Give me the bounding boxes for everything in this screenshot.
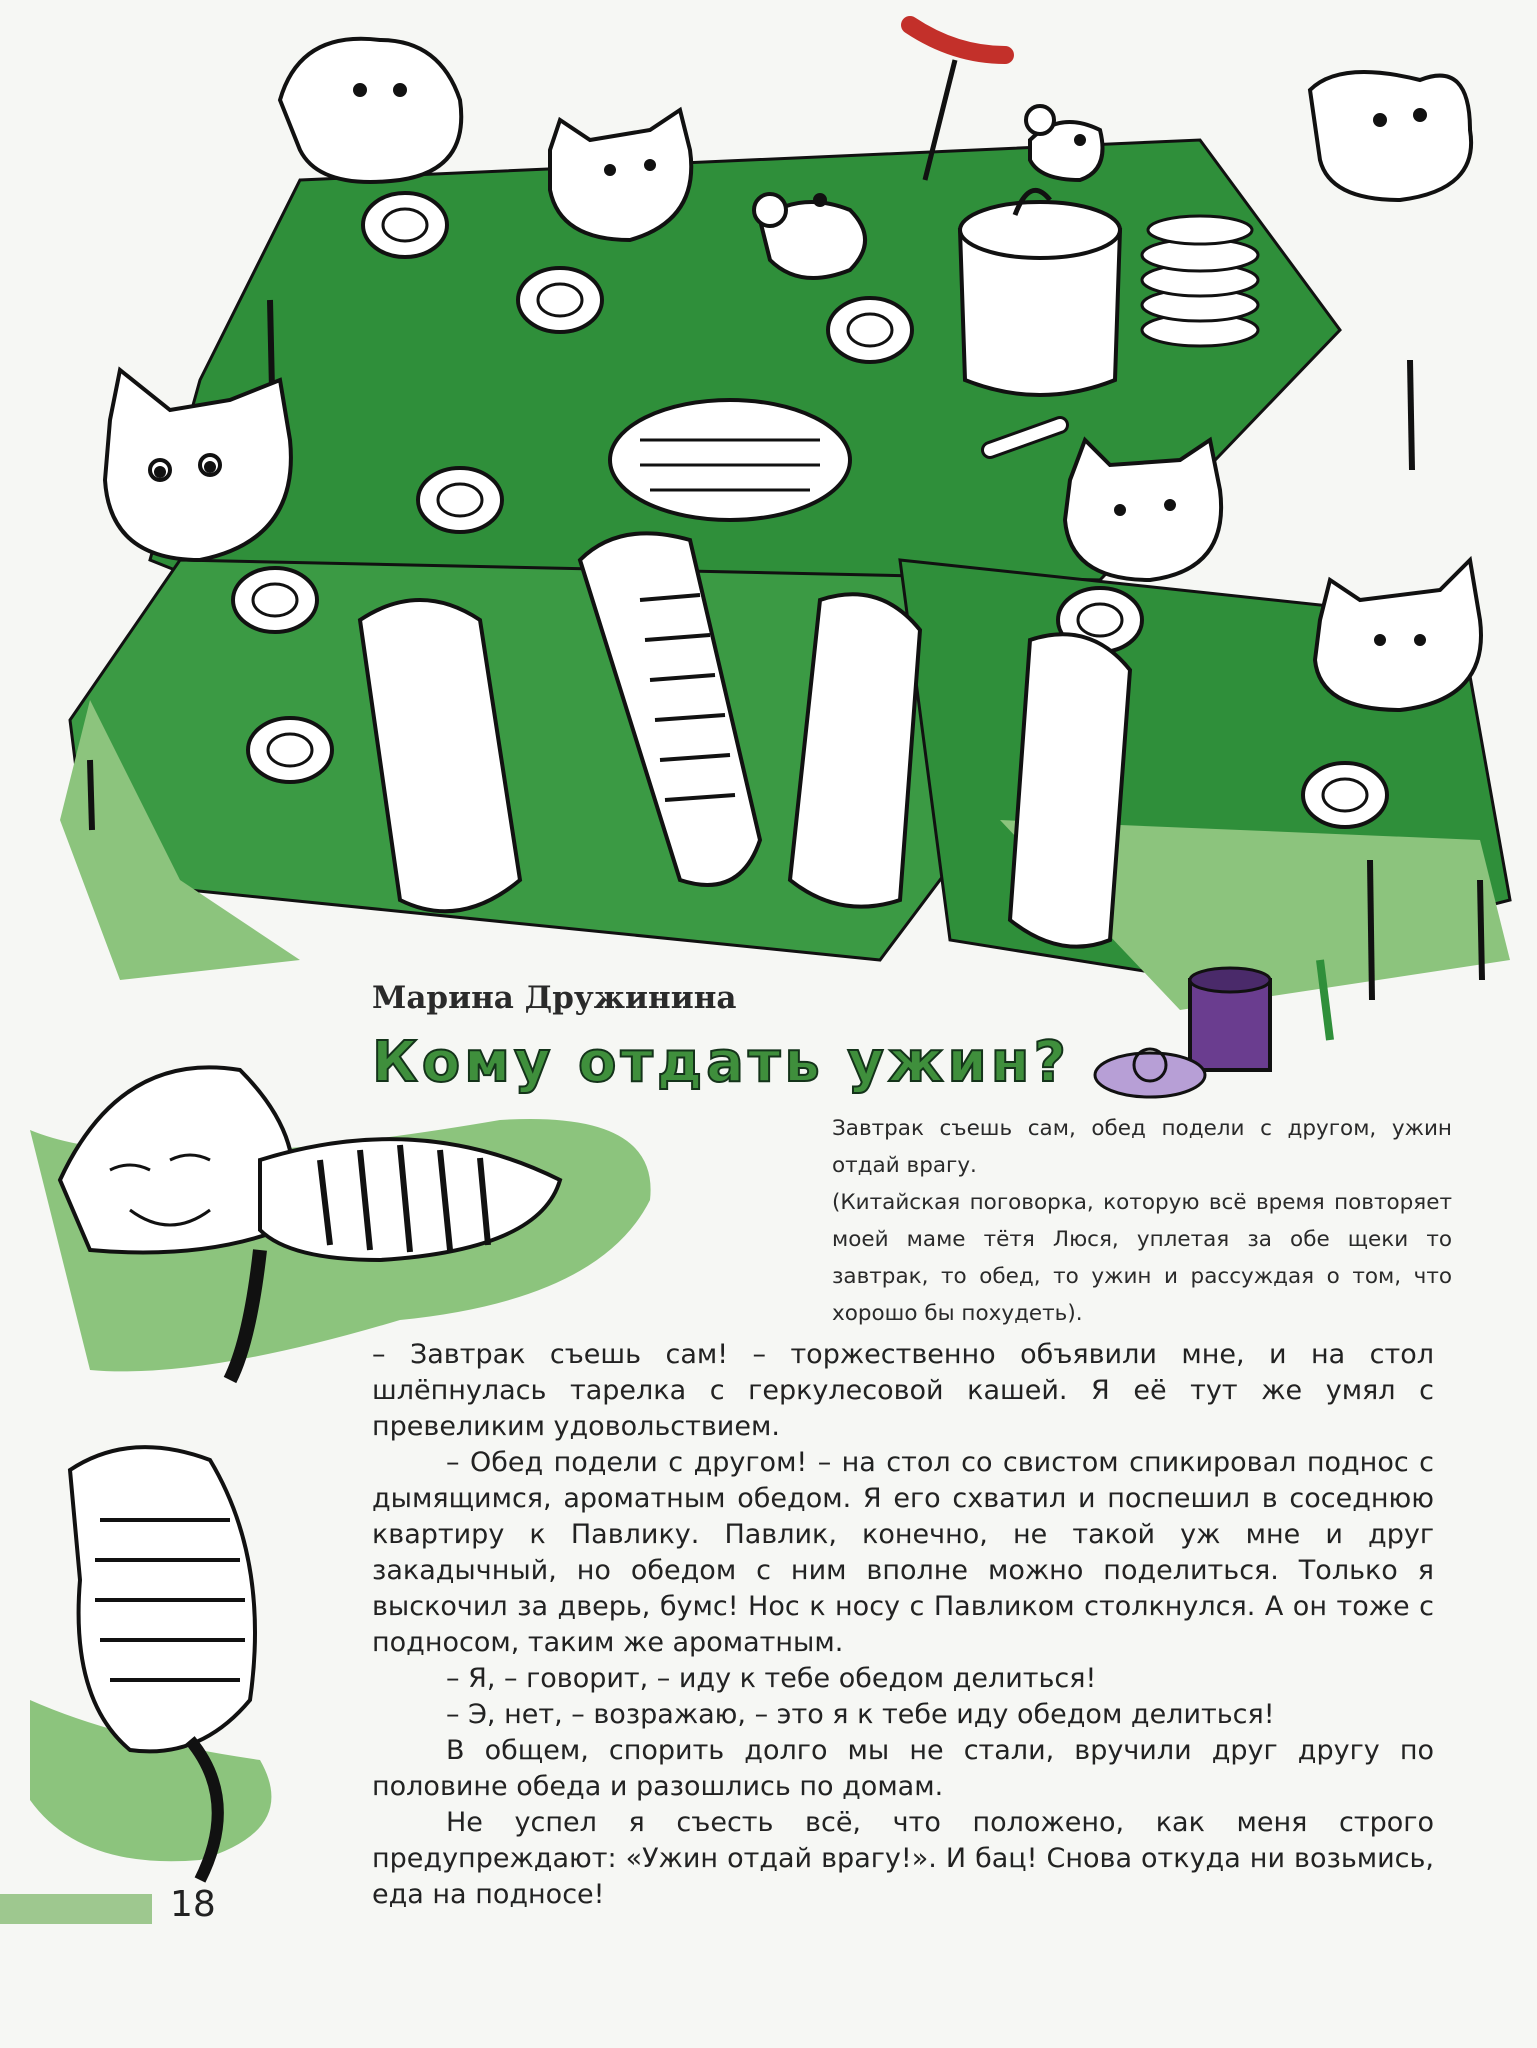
plate-icon <box>233 568 317 632</box>
plate-icon <box>418 468 502 532</box>
page-bar <box>0 1894 152 1924</box>
author-name: Марина Дружинина <box>372 980 737 1016</box>
plate-icon <box>248 718 332 782</box>
plate-icon <box>1303 763 1387 827</box>
cat-icon <box>1065 440 1221 580</box>
epigraph-note: (Китайская поговорка, которую всё время повторяет моей маме тётя Люся, уплетая за обе щеки то завтрак, то обед, то ужин и рассуждая о том, что хорошо бы похудеть). <box>832 1190 1452 1326</box>
paragraph: – Э, нет, – возражаю, – это я к тебе иду обедом делиться! <box>446 1699 1275 1730</box>
article-title: Кому отдать ужин? <box>372 1030 1070 1095</box>
paragraph: – Обед подели с другом! – на стол со свистом спикировал поднос с дымящимся, ароматным обедом. Я его схватил и поспешил в соседнюю квартиру к Павлику. Павлик, конечно, не такой уж мне и друг закадычный, но обедом с ним вполне можно поделиться. Только я выскочил за дверь, бумс! Нос к носу с Павликом столкнулся. А он тоже с подносом, таким же ароматным. <box>372 1447 1434 1658</box>
plate-icon <box>518 268 602 332</box>
mouse-icon <box>1026 106 1103 180</box>
dog-icon <box>280 39 461 182</box>
plate-icon <box>828 298 912 362</box>
page-number: 18 <box>170 1884 216 1925</box>
story-body <box>372 1337 1434 1913</box>
epigraph-saying: Завтрак съешь сам, обед подели с другом, ужин отдай врагу. <box>832 1116 1452 1178</box>
striped-cat-icon <box>30 1447 271 1880</box>
paragraph: – Завтрак съешь сам! – торжественно объявили мне, и на стол шлёпнулась тарелка с геркулесовой кашей. Я её тут же умял с превеликим удовольствием. <box>372 1339 1434 1442</box>
paragraph: В общем, спорить долго мы не стали, вручили друг другу по половине обеда и разошлись по домам. <box>372 1735 1434 1802</box>
cat-icon <box>1315 560 1481 710</box>
bread-icon <box>610 400 850 520</box>
pancake-stack-icon <box>1142 216 1258 346</box>
paragraph: Не успел я съесть всё, что положено, как меня строго предупреждают: «Ужин отдай врагу!». И бац! Снова откуда ни возьмись, еда на подносе! <box>372 1807 1434 1910</box>
epigraph <box>832 1110 1452 1332</box>
plate-icon <box>363 193 447 257</box>
paragraph: – Я, – говорит, – иду к тебе обедом делиться! <box>446 1663 1097 1694</box>
dog-icon <box>1310 72 1471 200</box>
pot-icon <box>960 190 1120 395</box>
pot-icon <box>1190 968 1270 1070</box>
striped-cat-icon <box>30 1067 651 1380</box>
cat-icon <box>550 110 691 240</box>
